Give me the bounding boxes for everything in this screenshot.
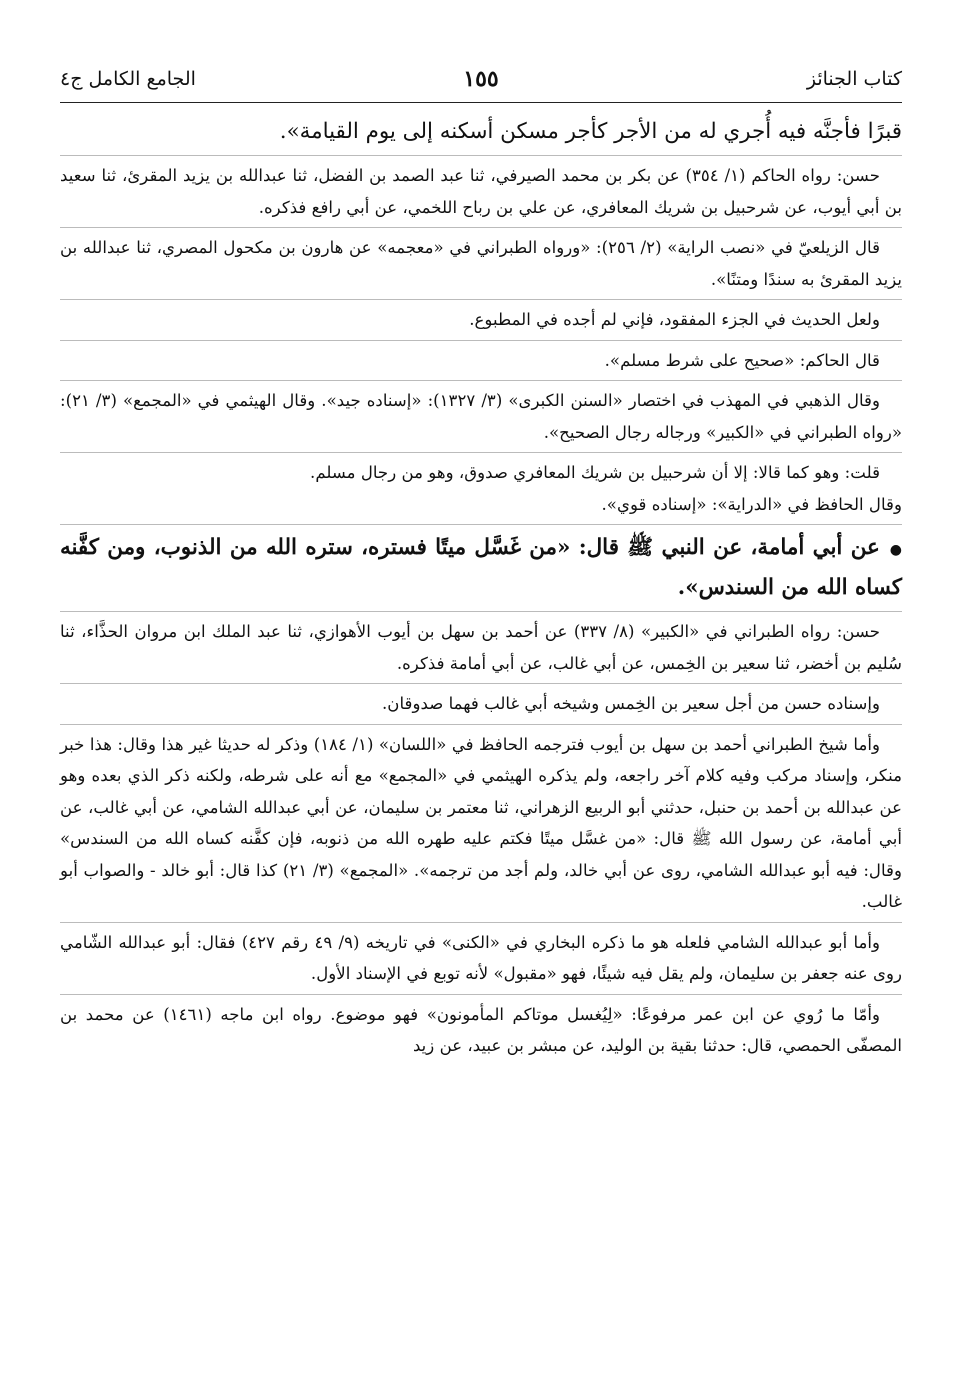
divider <box>60 452 902 453</box>
book-title: الجامع الكامل ج٤ <box>60 68 196 90</box>
commentary-paragraph: قال الزيلعيّ في «نصب الراية» (٢/ ٢٥٦): «ورواه الطبراني في «معجمه» عن هارون بن مكحول المصري، ثنا عبدالله بن يزيد المقرئ به سندًا ومتنًا». <box>60 238 902 289</box>
hadith-body: عن أبي أمامة، عن النبي ﷺ قال: «من غَسَّل ميتًا فستره، ستره الله من الذنوب، ومن كفَّنه كساه الله من السندس». <box>60 535 902 600</box>
bullet-icon: ● <box>889 542 902 558</box>
commentary-paragraph: وقال الذهبي في المهذب في اختصار «السنن الكبرى» (٣/ ١٣٢٧): «إسناده جيد». وقال الهيثمي في «المجمع» (٣/ ٢١): «رواه الطبراني في «الكبير» ورجاله رجال الصحيح». <box>60 391 902 442</box>
hadith-text <box>60 529 902 607</box>
commentary-paragraph: وإسناده حسن من أجل سعير بن الخِمس وشيخه أبي غالب فهما صدوقان. <box>382 694 880 713</box>
page-header <box>60 58 902 103</box>
book-page <box>60 58 902 1062</box>
commentary-paragraph: وأما أبو عبدالله الشامي فلعله هو ما ذكره البخاري في «الكنى» في تاريخه (٩/ ٤٩ رقم ٤٢٧) فقال: أبو عبدالله الشّامي روى عنه جعفر بن سليمان، ولم يقل فيه شيئًا، فهو «مقبول» لأنه توبع في الإسناد الأول. <box>60 932 902 983</box>
page-number: ١٥٥ <box>463 66 499 92</box>
divider <box>60 340 902 341</box>
divider <box>60 683 902 684</box>
commentary-paragraph: وأمّا ما رُوي عن ابن عمر مرفوعًا: «لِيُغسل موتاكم المأمونون» فهو موضوع. رواه ابن ماجه (١٤٦١) عن محمد بن المصفّى الحمصي، قال: حدثنا بقية بن الوليد، عن مبشر بن عبيد، عن زيد <box>60 1004 902 1055</box>
chapter-title: كتاب الجنائز <box>806 68 902 90</box>
divider <box>60 380 902 381</box>
hadith-continuation: قبرًا فأجنَّه فيه أُجري له من الأجر كأجر مسكن أسكنه إلى يوم القيامة». <box>279 119 902 144</box>
divider <box>60 611 902 612</box>
commentary-paragraph: قلت: وهو كما قالا: إلا أن شرحبيل بن شريك المعافري صدوق، وهو من رجال مسلم. <box>310 463 880 482</box>
divider <box>60 922 902 923</box>
takhrij-paragraph: حسن: رواه الحاكم (١/ ٣٥٤) عن بكر بن محمد الصيرفي، ثنا عبد الصمد بن الفضل، ثنا عبدالله بن يزيد المقرئ، ثنا سعيد بن أبي أيوب، عن شرحبيل بن شريك المعافري، عن علي بن رباح اللخمي، عن أبي رافع فذكره. <box>60 166 902 217</box>
commentary-paragraph: ولعل الحديث في الجزء المفقود، فإني لم أجده في المطبوع. <box>469 310 880 329</box>
divider <box>60 227 902 228</box>
commentary-paragraph: قال الحاكم: «صحيح على شرط مسلم». <box>604 350 880 370</box>
divider <box>60 524 902 525</box>
takhrij-paragraph: حسن: رواه الطبراني في «الكبير» (٨/ ٣٣٧) عن أحمد بن سهل بن أيوب الأهوازي، ثنا عبد الملك ابن مروان الحذَّاء، ثنا سُليم بن أخضر، ثنا سعير بن الخِمس، عن أبي غالب، عن أبي أمامة فذكره. <box>60 622 902 673</box>
commentary-paragraph: وقال الحافظ في «الدراية»: «إسناده قوي». <box>601 494 902 514</box>
divider <box>60 299 902 300</box>
commentary-paragraph: وأما شيخ الطبراني أحمد بن سهل بن أيوب فترجمه الحافظ في «اللسان» (١/ ١٨٤) وذكر له حديثا غير هذا وقال: هذا خبر منكر، وإسناد مركب وفيه كلام آخر راجعه، ولم يذكره الهيثمي في «المجمع» مع أنه على شرطه، ولكنه ذكر الذي بعده وهو عن عبدالله بن أحمد بن حنبل، حدثني أبو الربيع الزهراني، ثنا معتمر بن سليمان، عن أبي عبدالله الشامي، عن أبي غالب، عن أبي أمامة، عن رسول الله ﷺ قال: «من غسَّل ميتًا فكتم عليه طهره الله من ذنوبه، فإن كفَّنه كساه الله من السندس» وقال: فيه أبو عبدالله الشامي، روى عن أبي خالد، ولم أجد من ترجمه». «المجمع» (٣/ ٢١) كذا قال: أبو خالد - والصواب أبو غالب. <box>60 734 902 911</box>
divider <box>60 155 902 156</box>
divider <box>60 724 902 725</box>
page-body <box>60 103 902 1062</box>
divider <box>60 994 902 995</box>
